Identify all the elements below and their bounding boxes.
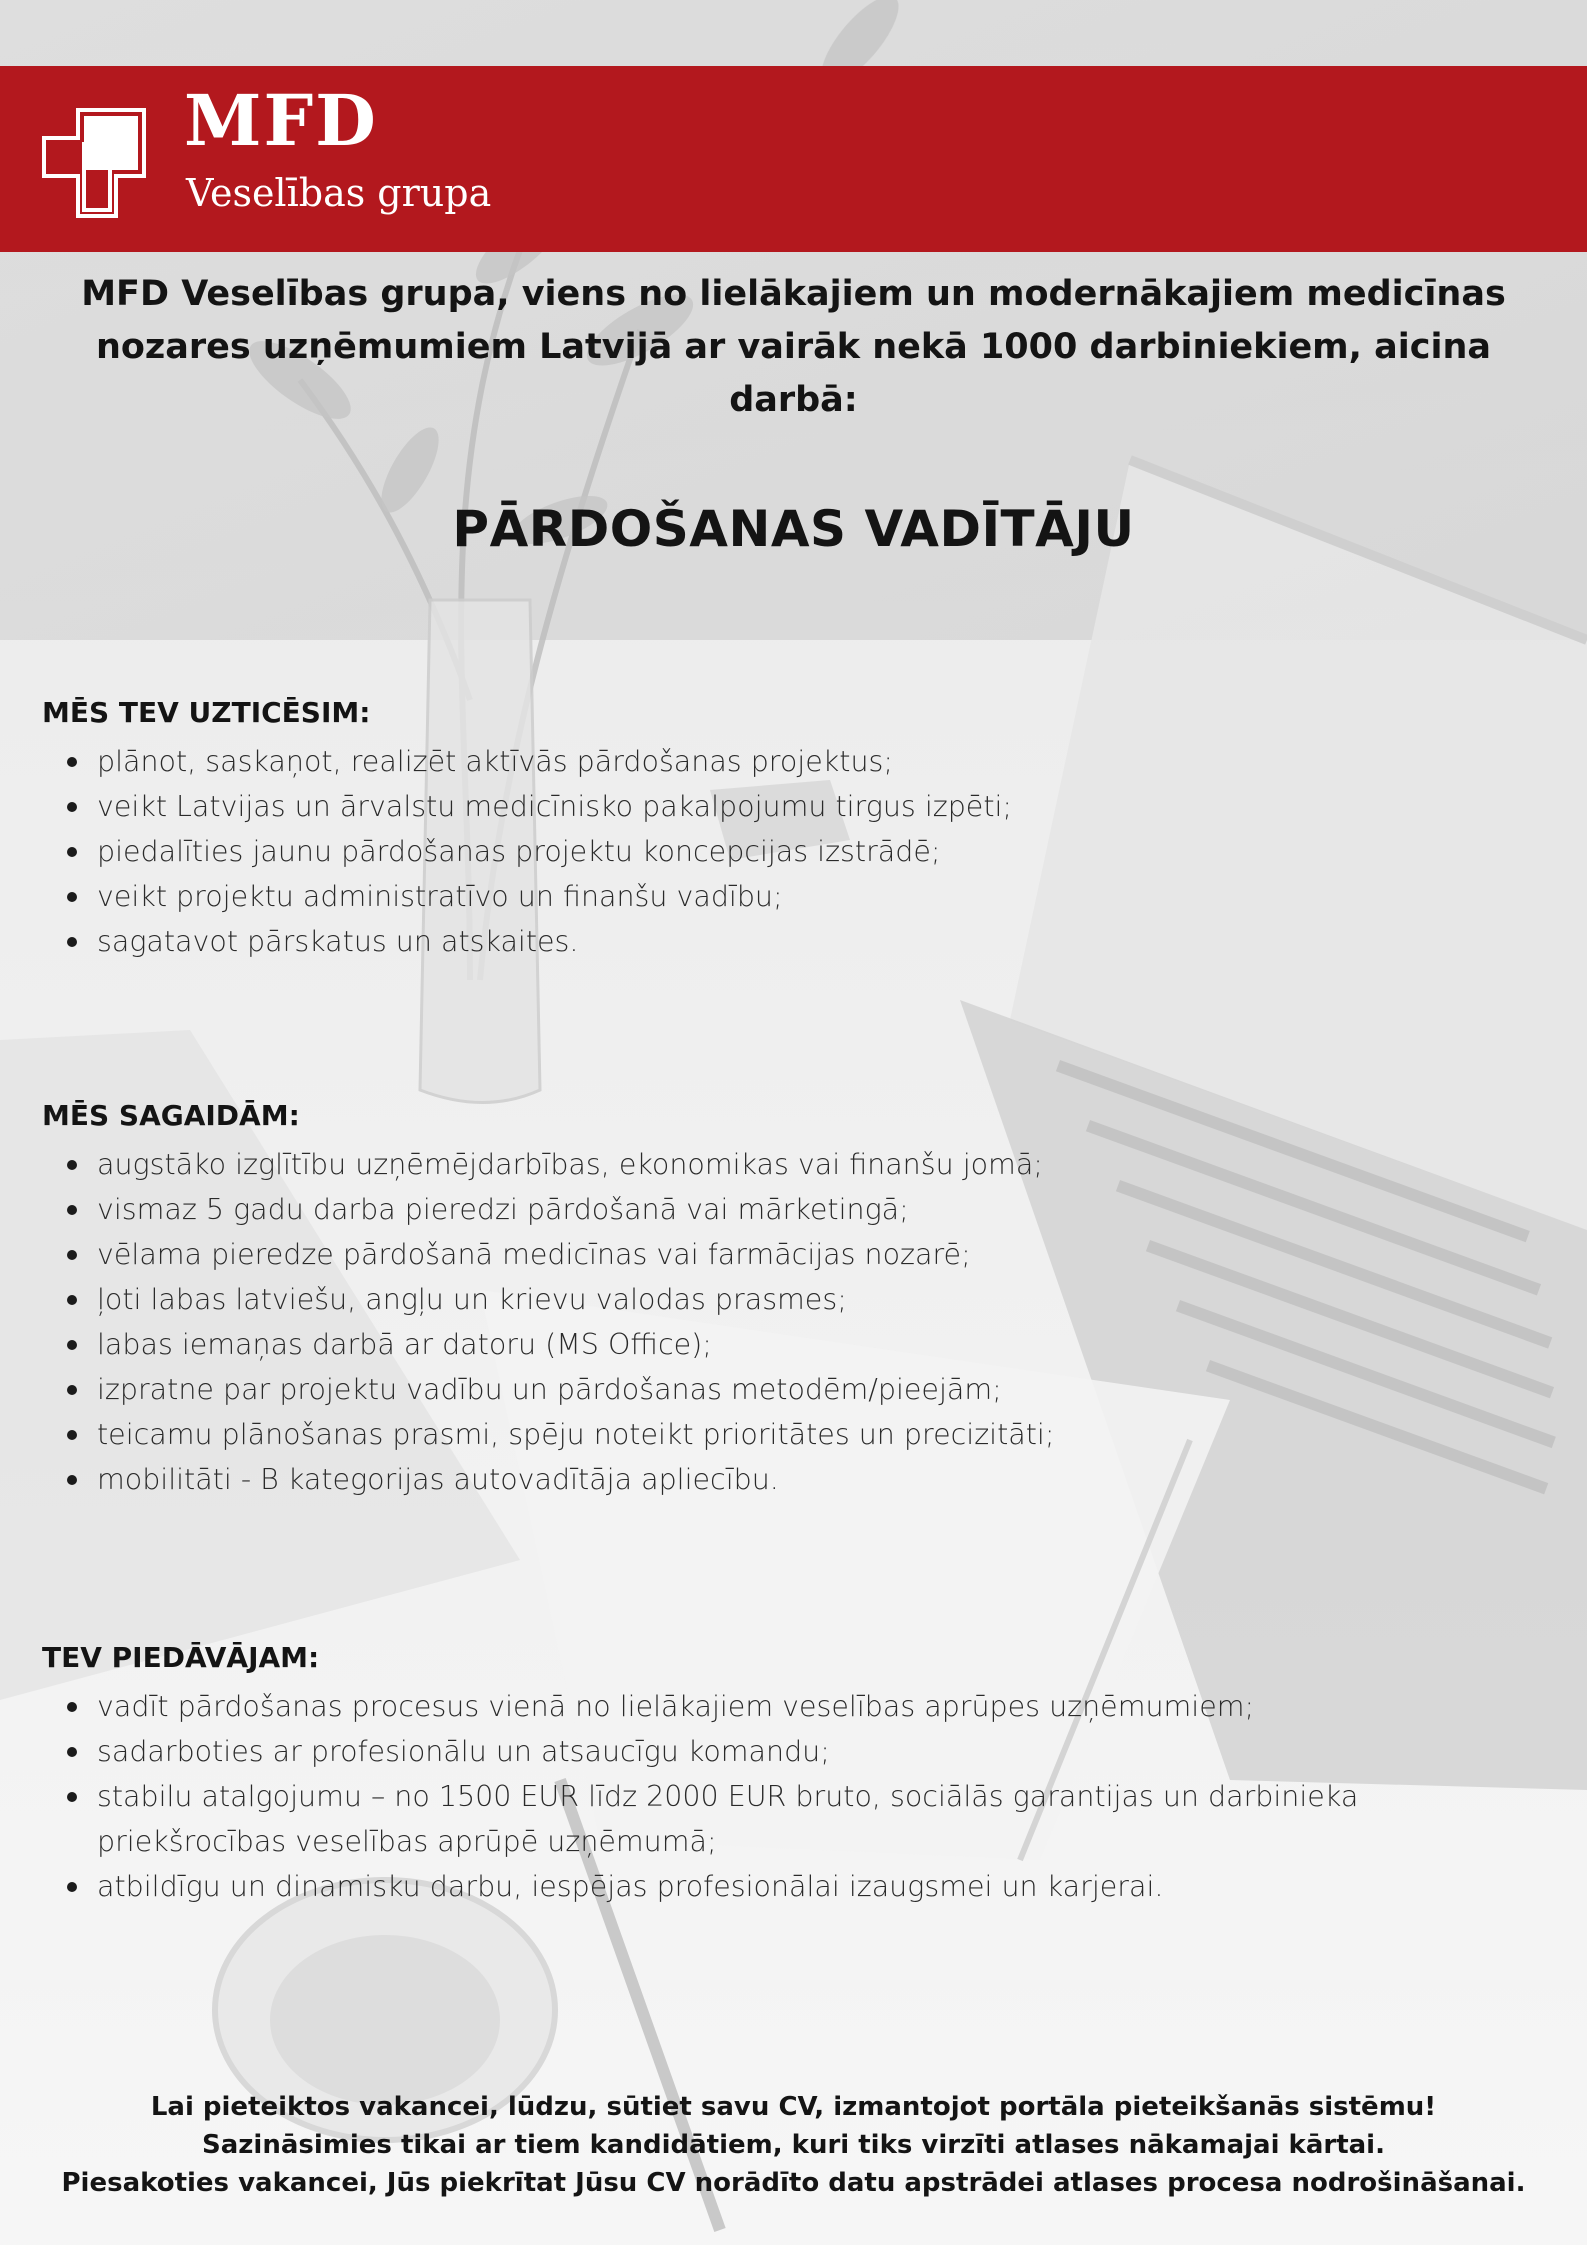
footer-line: Piesakoties vakancei, Jūs piekrītat Jūsu CV norādīto datu apstrādei atlases procesa nodrošināšanai. [61,2168,1526,2198]
list-item: teicamu plānošanas prasmi, spēju noteikt prioritātes un precizitāti; [97,1412,1542,1457]
brand-name: MFD [184,79,378,162]
list-item: vadīt pārdošanas procesus vienā no lielākajiem veselības aprūpes uzņēmumiem; [97,1684,1542,1729]
list-item: vismaz 5 gadu darba pieredzi pārdošanā vai mārketingā; [97,1187,1542,1232]
offer-list [42,1684,1542,1909]
intro-text [60,268,1527,427]
brand-subtitle: Veselības grupa [186,171,492,215]
list-item: labas iemaņas darbā ar datoru (MS Office); [97,1322,1542,1367]
list-item: mobilitāti - B kategorijas autovadītāja apliecību. [97,1457,1542,1502]
list-item: izpratne par projektu vadību un pārdošanas metodēm/pieejām; [97,1367,1542,1412]
list-item: sadarboties ar profesionālu un atsaucīgu komandu; [97,1729,1542,1774]
intro-line: darbā: [729,380,858,420]
intro-line: nozares uzņēmumiem Latvijā ar vairāk nekā 1000 darbiniekiem, aicina [95,327,1492,367]
list-item: veikt Latvijas un ārvalstu medicīnisko pakalpojumu tirgus izpēti; [97,784,1542,829]
list-item: sagatavot pārskatus un atskaites. [97,919,1542,964]
responsibilities-list [42,739,1542,964]
job-title: PĀRDOŠANAS VADĪTĀJU [452,500,1135,558]
section-heading: MĒS TEV UZTICĒSIM: [42,696,371,729]
requirements-list [42,1142,1542,1502]
intro-line: MFD Veselības grupa, viens no lielākajiem un modernākajiem medicīnas [81,274,1506,314]
section-requirements [42,1096,1542,1502]
list-item: ļoti labas latviešu, angļu un krievu valodas prasmes; [97,1277,1542,1322]
list-item: veikt projektu administratīvo un finanšu vadību; [97,874,1542,919]
section-heading: MĒS SAGAIDĀM: [42,1099,300,1132]
footer-line: Sazināsimies tikai ar tiem kandidātiem, kuri tiks virzīti atlases nākamajai kārtai. [202,2130,1385,2160]
list-item: atbildīgu un dinamisku darbu, iespējas profesionālai izaugsmei un karjerai. [97,1864,1542,1909]
section-heading: TEV PIEDĀVĀJAM: [42,1641,320,1674]
section-responsibilities [42,693,1542,964]
list-item: vēlama pieredze pārdošanā medicīnas vai farmācijas nozarē; [97,1232,1542,1277]
list-item: piedalīties jaunu pārdošanas projektu koncepcijas izstrādē; [97,829,1542,874]
application-note [0,2088,1587,2202]
section-offer [42,1638,1542,1909]
list-item: stabilu atalgojumu – no 1500 EUR līdz 2000 EUR bruto, sociālās garantijas un darbinieka priekšrocības veselības aprūpē uzņēmumā; [97,1774,1437,1864]
list-item: plānot, saskaņot, realizēt aktīvās pārdošanas projektus; [97,739,1542,784]
footer-line: Lai pieteiktos vakancei, lūdzu, sūtiet savu CV, izmantojot portāla pieteikšanās sistēmu! [150,2092,1437,2122]
list-item: augstāko izglītību uzņēmējdarbības, ekonomikas vai finanšu jomā; [97,1142,1542,1187]
